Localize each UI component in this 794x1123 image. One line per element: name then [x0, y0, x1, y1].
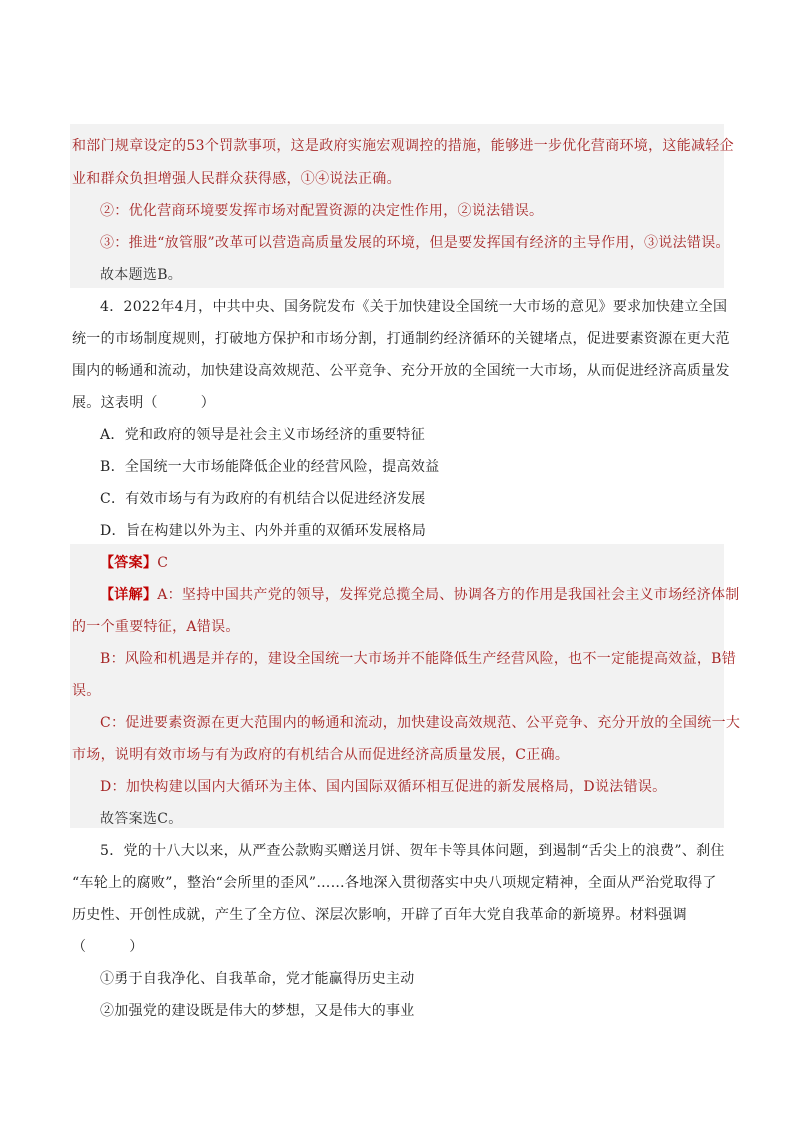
q4-stem-line: 围内的畅通和流动，加快建设高效规范、公平竞争、充分开放的全国统一大市场，从而促进经济高质量发 [72, 363, 730, 379]
q5-stem-line: （ ） [72, 939, 144, 955]
q4-stem-line: 4．2022年4月，中共中央、国务院发布《关于加快建设全国统一大市场的意见》要求加快建立全国 [100, 299, 728, 315]
q4-detail-c: C：促进要素资源在更大范围内的畅通和流动，加快建设高效规范、公平竞争、充分开放的全国统一大 [100, 715, 741, 731]
q4-option-b: B．全国统一大市场能降低企业的经营风险，提高效益 [100, 459, 440, 475]
q5-item-2: ②加强党的建设既是伟大的梦想，又是伟大的事业 [100, 1003, 415, 1019]
detail-label: 【详解】 [100, 587, 158, 603]
q5-stem-line: “车轮上的腐败”，整治“会所里的歪风”……各地深入贯彻落实中央八项规定精神，全面从严治党取得了 [72, 875, 717, 891]
prev-answer-option-3: ③：推进“放管服”改革可以营造高质量发展的环境，但是要发挥国有经济的主导作用，③说法错误。 [100, 235, 730, 251]
q4-answer [100, 553, 726, 573]
prev-answer-line: 和部门规章设定的53个罚款事项，这是政府实施宏观调控的措施，能够进一步优化营商环境，这能减轻企 [72, 138, 734, 154]
q4-detail-c-cont: 市场，说明有效市场与有为政府的有机结合从而促进经济高质量发展，C正确。 [72, 747, 570, 763]
q4-detail-d: D：加快构建以国内大循环为主体、国内国际双循环相互促进的新发展格局，D说法错误。 [100, 779, 667, 795]
q4-option-a: A．党和政府的领导是社会主义市场经济的重要特征 [100, 427, 426, 443]
q5-stem-line: 历史性、开创性成就，产生了全方位、深层次影响，开辟了百年大党自我革命的新境界。材料强调 [72, 907, 687, 923]
q4-option-d: D．旨在构建以外为主、内外并重的双循环发展格局 [100, 523, 427, 539]
q4-detail-a-cont: 的一个重要特征，A错误。 [72, 619, 240, 635]
answer-label: 【答案】 [100, 555, 158, 571]
q4-detail-b: B：风险和机遇是并存的，建设全国统一大市场并不能降低生产经营风险，也不一定能提高效益，B错 [100, 651, 737, 667]
q4-detail-a [100, 585, 740, 605]
q5-stem-line: 5．党的十八大以来，从严查公款购买赠送月饼、贺年卡等具体问题，到遏制“舌尖上的浪费”、刹住 [100, 843, 725, 859]
q4-option-c: C．有效市场与有为政府的有机结合以促进经济发展 [100, 491, 426, 507]
q4-stem-line: 统一的市场制度规则，打破地方保护和市场分割，打通制约经济循环的关键堵点，促进要素资源在更大范 [72, 331, 730, 347]
answer-value: C [157, 555, 169, 571]
prev-answer-line: 业和群众负担增强人民群众获得感，①④说法正确。 [72, 171, 401, 187]
q4-conclusion: 故答案选C。 [100, 811, 183, 827]
q4-stem-line: 展。这表明（ ） [72, 395, 215, 411]
q5-item-1: ①勇于自我净化、自我革命，党才能赢得历史主动 [100, 971, 415, 987]
prev-answer-option-2: ②：优化营商环境要发挥市场对配置资源的决定性作用，②说法错误。 [100, 203, 544, 219]
detail-text: A：坚持中国共产党的领导，发挥党总揽全局、协调各方的作用是我国社会主义市场经济体制 [157, 587, 740, 603]
prev-answer-conclusion: 故本题选B。 [100, 267, 183, 283]
q4-detail-b-cont: 误。 [72, 683, 101, 699]
